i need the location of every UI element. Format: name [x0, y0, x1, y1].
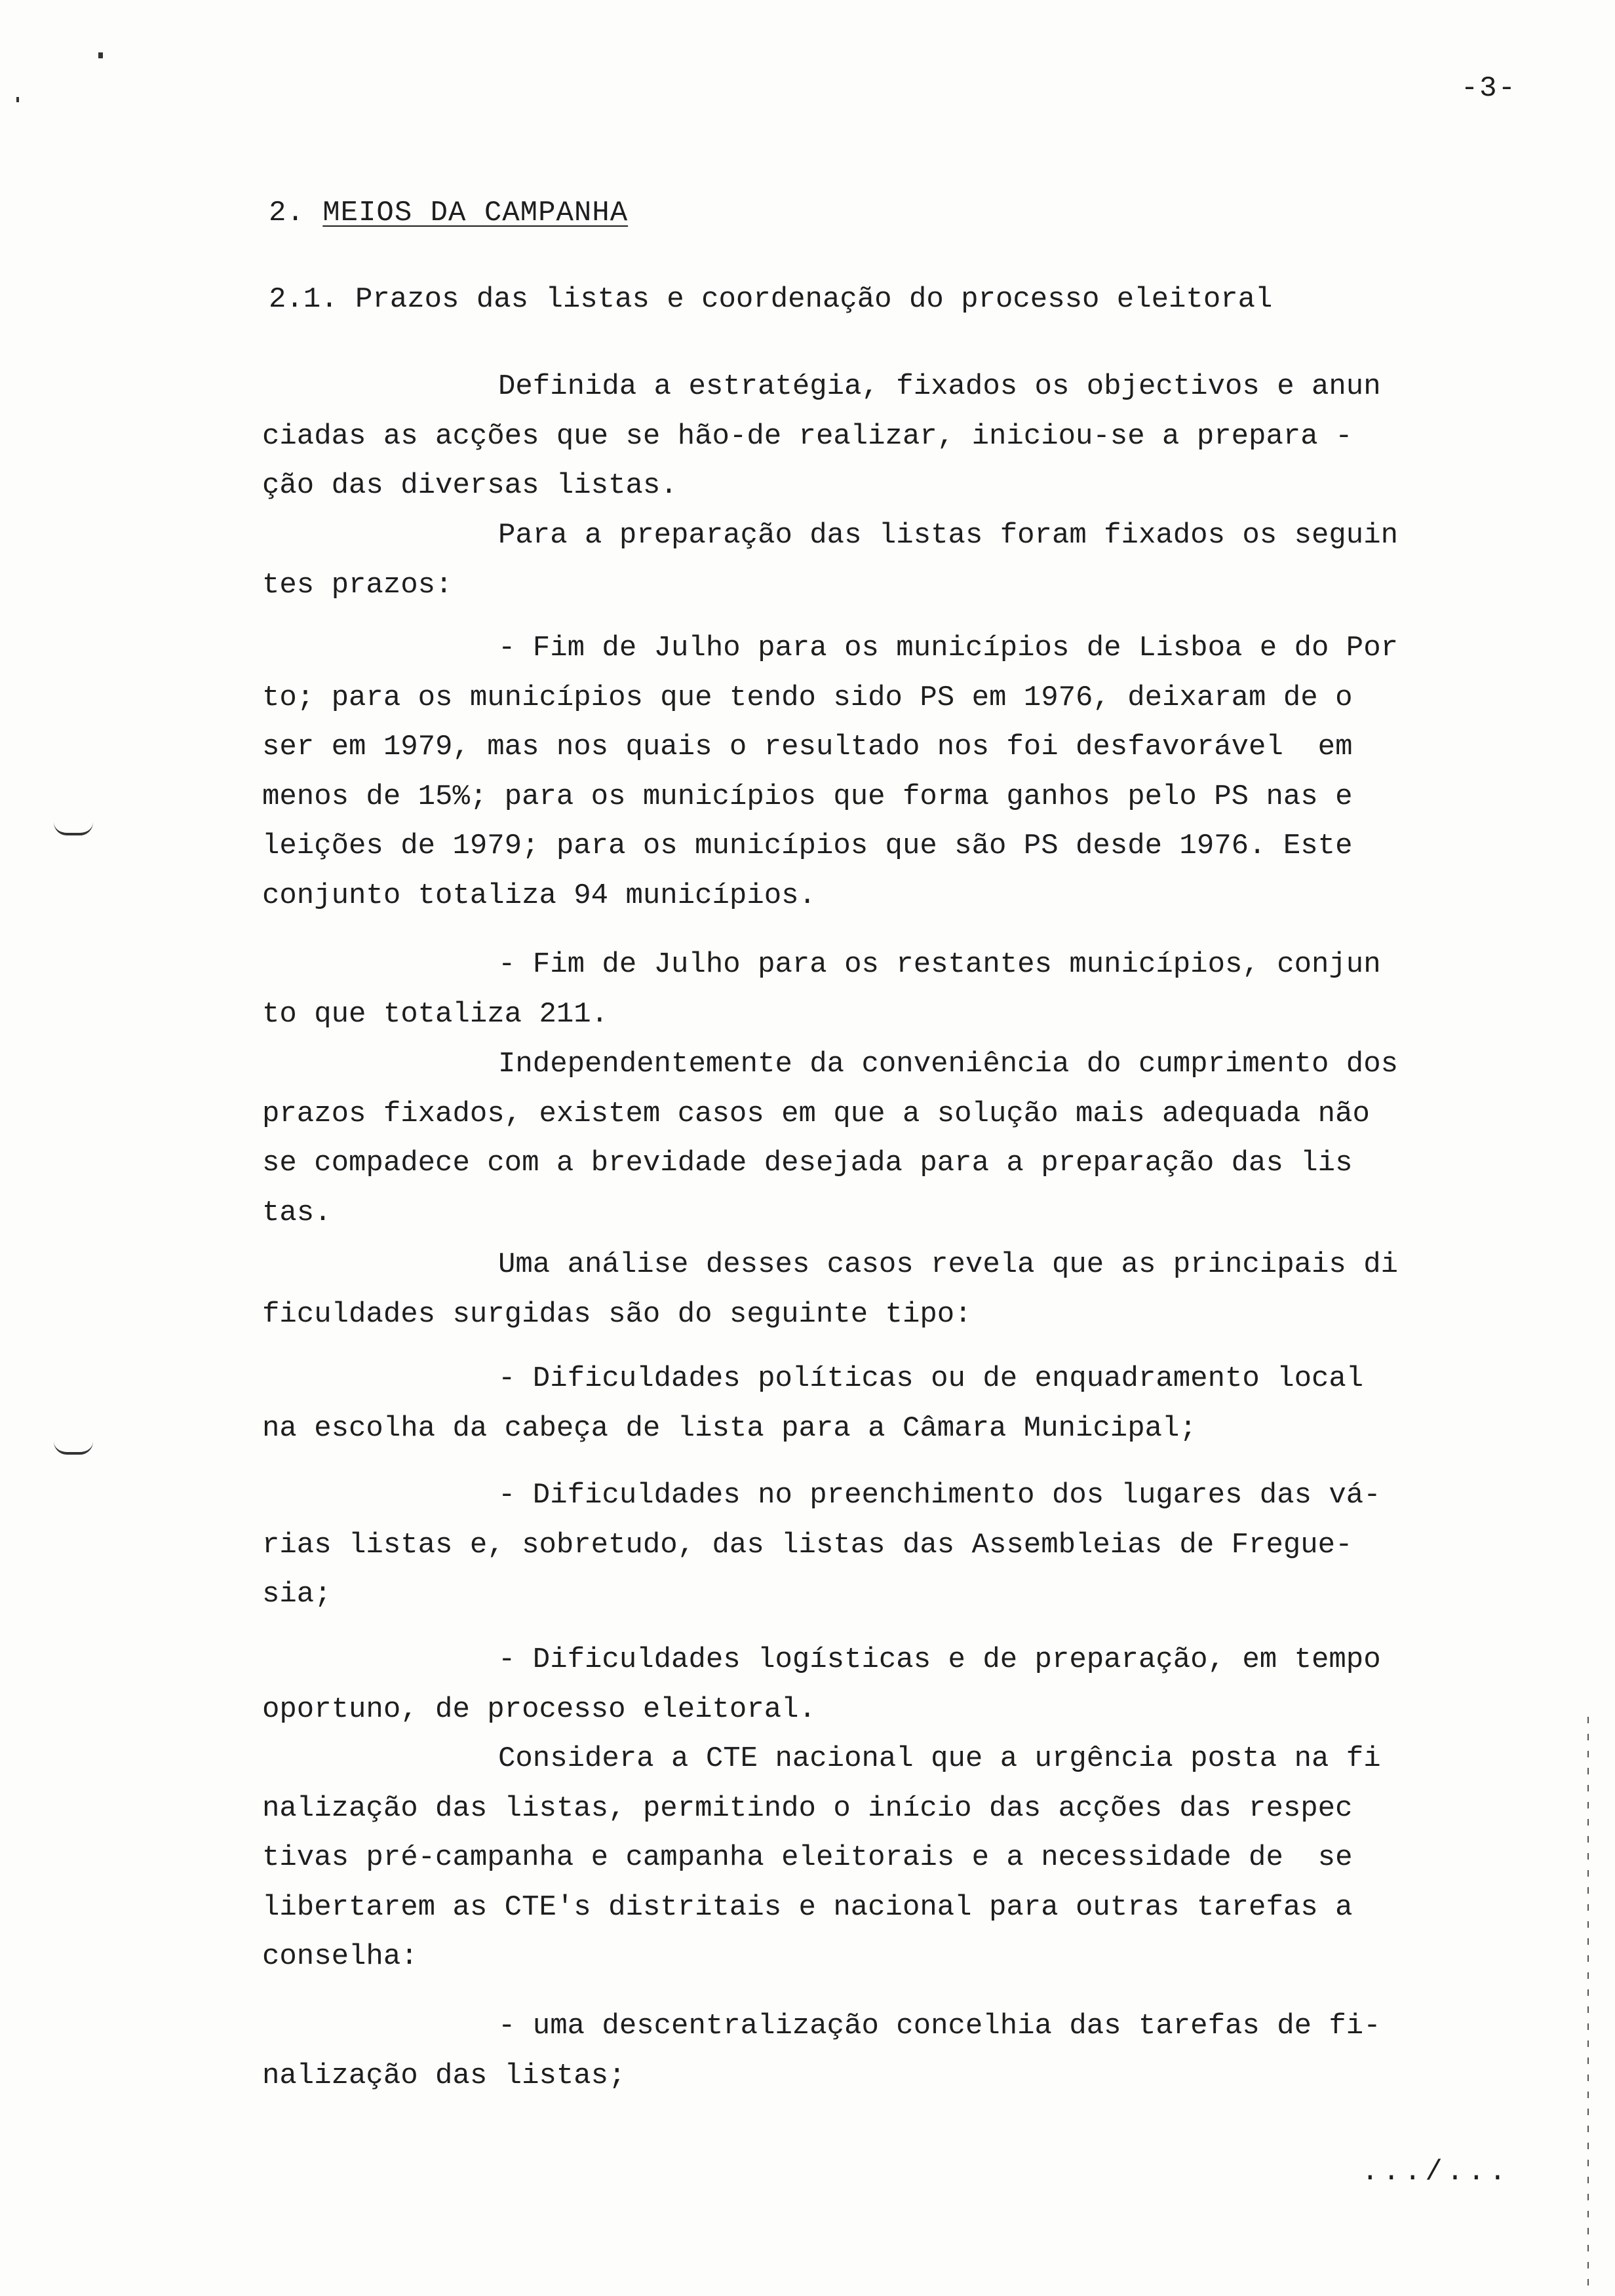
punch-hole-mark	[54, 1442, 93, 1455]
text-line: - Dificuldades logísticas e de preparação, em tempo	[498, 1643, 1381, 1676]
text-line: to; para os municípios que tendo sido PS em 1976, deixaram de o	[262, 681, 1353, 714]
paragraph	[262, 1240, 1508, 1339]
text-line: ficuldades surgidas são do seguinte tipo:	[262, 1297, 972, 1331]
scan-edge-dots	[1587, 1717, 1589, 2293]
text-line: sia;	[262, 1578, 332, 1611]
text-line: Definida a estratégia, fixados os objectivos e anun	[498, 370, 1381, 403]
text-line: tes prazos:	[262, 568, 453, 602]
text-line: to que totaliza 211.	[262, 997, 609, 1031]
scan-speck	[16, 97, 19, 102]
page-number: -3-	[1460, 72, 1517, 105]
list-item	[262, 624, 1508, 921]
continuation-mark: .../...	[1361, 2156, 1510, 2189]
text-line: nalização das listas, permitindo o início das acções das respec	[262, 1791, 1353, 1825]
list-item	[262, 1354, 1508, 1453]
text-line: conjunto totaliza 94 municípios.	[262, 879, 816, 912]
text-line: na escolha da cabeça de lista para a Câmara Municipal;	[262, 1411, 1197, 1445]
paragraph	[262, 362, 1508, 511]
section-heading	[269, 197, 628, 229]
text-line: Uma análise desses casos revela que as principais di	[498, 1248, 1399, 1281]
list-item	[262, 940, 1508, 1039]
text-line: libertarem as CTE's distritais e nacional para outras tarefas a	[262, 1890, 1353, 1924]
list-item	[262, 1471, 1508, 1620]
text-line: ser em 1979, mas nos quais o resultado nos foi desfavorável em	[262, 731, 1353, 763]
text-line: tas.	[262, 1196, 332, 1229]
text-line: conselha:	[262, 1940, 418, 1973]
subsection-heading: 2.1. Prazos das listas e coordenação do processo eleitoral	[269, 283, 1273, 316]
text-line: ciadas as acções que se hão-de realizar, iniciou-se a prepara -	[262, 419, 1353, 453]
text-line: prazos fixados, existem casos em que a solução mais adequada não	[262, 1097, 1370, 1130]
text-line: ção das diversas listas.	[262, 469, 678, 502]
text-line: leições de 1979; para os municípios que são PS desde 1976. Este	[262, 830, 1353, 862]
paragraph	[262, 1040, 1508, 1238]
text-line: - Fim de Julho para os municípios de Lisboa e do Por	[498, 632, 1399, 664]
punch-hole-mark	[54, 822, 93, 835]
text-line: Independentemente da conveniência do cumprimento dos	[498, 1048, 1399, 1081]
section-number: 2.	[269, 197, 305, 229]
list-item	[262, 1636, 1508, 1734]
text-line: oportuno, de processo eleitoral.	[262, 1693, 816, 1726]
scan-speck	[98, 52, 103, 58]
text-line: - Fim de Julho para os restantes municípios, conjun	[498, 948, 1381, 981]
text-line: nalização das listas;	[262, 2059, 626, 2092]
text-line: Para a preparação das listas foram fixados os seguin	[498, 519, 1399, 552]
paragraph	[262, 511, 1508, 610]
text-line: menos de 15%; para os municípios que forma ganhos pelo PS nas e	[262, 780, 1353, 813]
text-line: - Dificuldades no preenchimento dos lugares das vá-	[498, 1479, 1381, 1512]
text-line: - Dificuldades políticas ou de enquadramento local	[498, 1362, 1364, 1395]
text-line: se compadece com a brevidade desejada para a preparação das lis	[262, 1147, 1353, 1179]
text-line: - uma descentralização concelhia das tarefas de fi-	[498, 2010, 1381, 2042]
text-line: Considera a CTE nacional que a urgência posta na fi	[498, 1742, 1381, 1775]
paragraph	[262, 1734, 1508, 1982]
list-item	[262, 2002, 1508, 2101]
section-title: MEIOS DA CAMPANHA	[322, 197, 629, 229]
text-line: rias listas e, sobretudo, das listas das Assembleias de Fregue-	[262, 1528, 1353, 1561]
text-line: tivas pré-campanha e campanha eleitorais e a necessidade de se	[262, 1841, 1353, 1874]
